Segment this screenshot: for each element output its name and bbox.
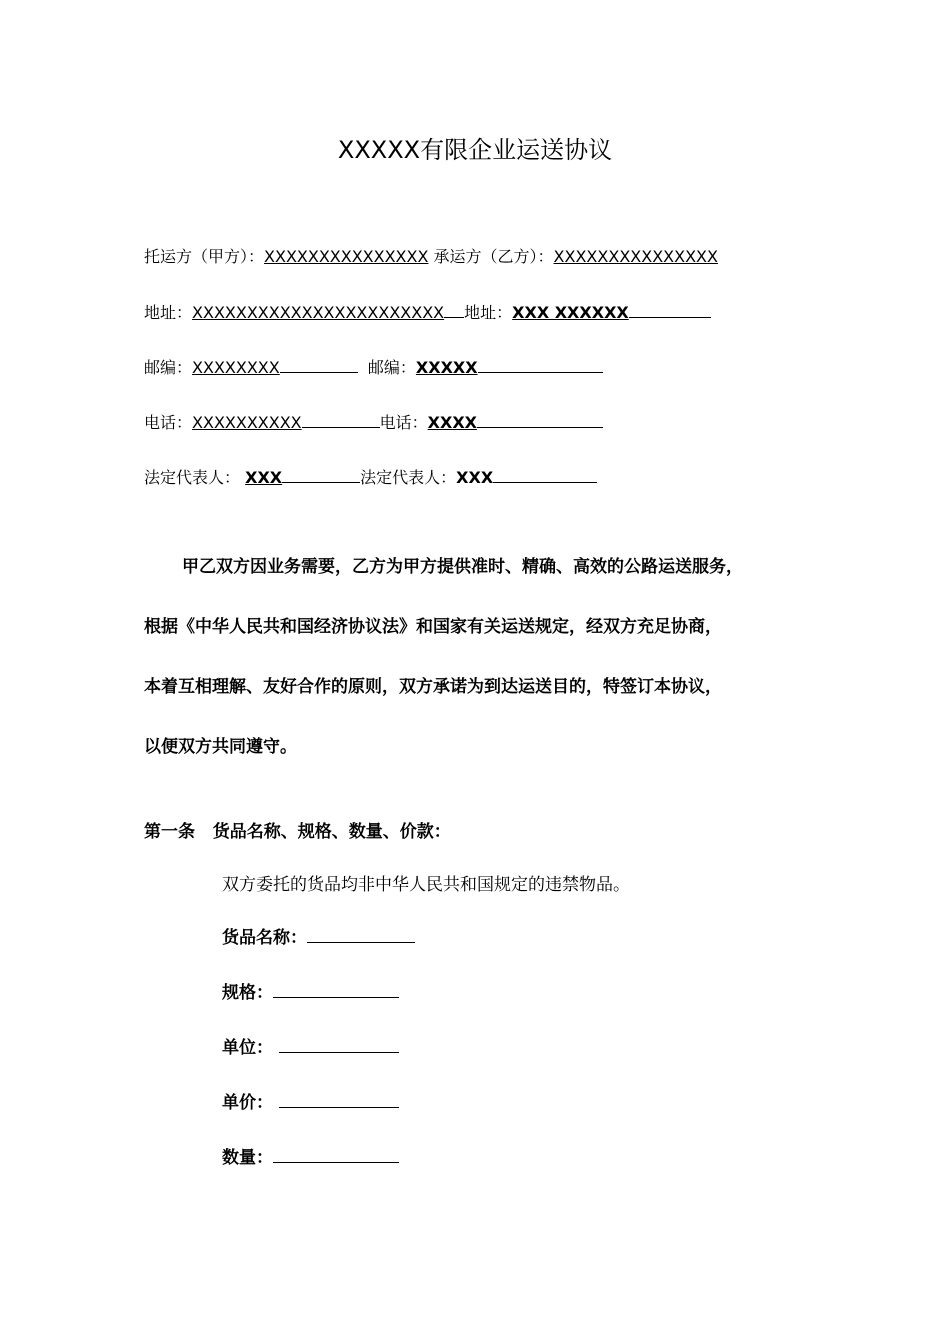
postcode-b-blank xyxy=(478,356,603,373)
intro-line-2: 根据《中华人民共和国经济协议法》和国家有关运送规定，经双方充足协商， xyxy=(144,617,722,637)
postcode-a-blank xyxy=(280,356,358,373)
intro-line-1: 甲乙双方因业务需要，乙方为甲方提供准时、精确、高效的公路运送服务， xyxy=(182,557,743,577)
address-value-a: XXXXXXXXXXXXXXXXXXXXXXX xyxy=(192,303,445,322)
field-spec xyxy=(222,981,399,1004)
address-label-a: 地址： xyxy=(144,303,193,322)
address-value-b: XXX XXXXXX xyxy=(512,303,629,322)
party-line-postcode xyxy=(144,356,603,379)
article-1-title: 货品名称、规格、数量、价款： xyxy=(212,822,451,842)
phone-b-blank xyxy=(477,411,603,428)
postcode-value-b: XXXXX xyxy=(415,358,478,377)
postcode-label-a: 邮编： xyxy=(144,358,193,377)
field-goods-name-label: 货品名称： xyxy=(222,928,307,948)
field-spec-blank[interactable] xyxy=(273,981,399,998)
party-line-rep xyxy=(144,466,597,489)
article-1-note: 双方委托的货品均非中华人民共和国规定的违禁物品。 xyxy=(222,875,630,895)
address-label-b: 地址： xyxy=(464,303,513,322)
intro-line-3: 本着互相理解、友好合作的原则，双方承诺为到达运送目的，特签订本协议， xyxy=(144,677,722,697)
rep-value-b: XXX xyxy=(456,468,494,487)
phone-label-b: 电话： xyxy=(379,413,428,432)
field-price-label: 单价： xyxy=(222,1093,273,1113)
field-quantity xyxy=(222,1146,399,1169)
rep-b-blank xyxy=(493,466,597,483)
party-line-names xyxy=(144,246,718,268)
field-quantity-label: 数量： xyxy=(222,1148,273,1168)
phone-value-a: XXXXXXXXXX xyxy=(192,413,302,432)
rep-a-blank xyxy=(282,466,360,483)
intro-line-4: 以便双方共同遵守。 xyxy=(144,737,297,757)
field-goods-name xyxy=(222,926,415,949)
phone-value-b: XXXX xyxy=(427,413,477,432)
article-1-number: 第一条 xyxy=(144,822,195,842)
field-price xyxy=(222,1091,399,1114)
party-line-address xyxy=(144,301,711,324)
phone-label-a: 电话： xyxy=(144,413,193,432)
field-unit-label: 单位： xyxy=(222,1038,273,1058)
field-spec-label: 规格： xyxy=(222,983,273,1003)
address-a-blank xyxy=(444,301,464,318)
field-price-blank[interactable] xyxy=(279,1091,399,1108)
field-unit-blank[interactable] xyxy=(279,1036,399,1053)
party-line-phone xyxy=(144,411,603,434)
postcode-value-a: XXXXXXXX xyxy=(192,358,280,377)
shipper-label: 托运方（甲方）： xyxy=(144,247,265,266)
rep-label-b: 法定代表人： xyxy=(360,468,457,487)
address-b-blank xyxy=(629,301,711,318)
field-goods-name-blank[interactable] xyxy=(307,926,415,943)
carrier-label: 承运方（乙方）： xyxy=(433,247,554,266)
field-unit xyxy=(222,1036,399,1059)
postcode-label-b: 邮编： xyxy=(367,358,416,377)
field-quantity-blank[interactable] xyxy=(273,1146,399,1163)
carrier-value: XXXXXXXXXXXXXXX xyxy=(553,247,718,266)
document-title: XXXXX有限企业运送协议 xyxy=(337,136,613,164)
rep-label-a: 法定代表人： xyxy=(144,468,241,487)
shipper-value: XXXXXXXXXXXXXXX xyxy=(264,247,429,266)
rep-value-a: XXX xyxy=(245,468,283,487)
article-1-heading xyxy=(144,821,451,843)
phone-a-blank xyxy=(302,411,380,428)
